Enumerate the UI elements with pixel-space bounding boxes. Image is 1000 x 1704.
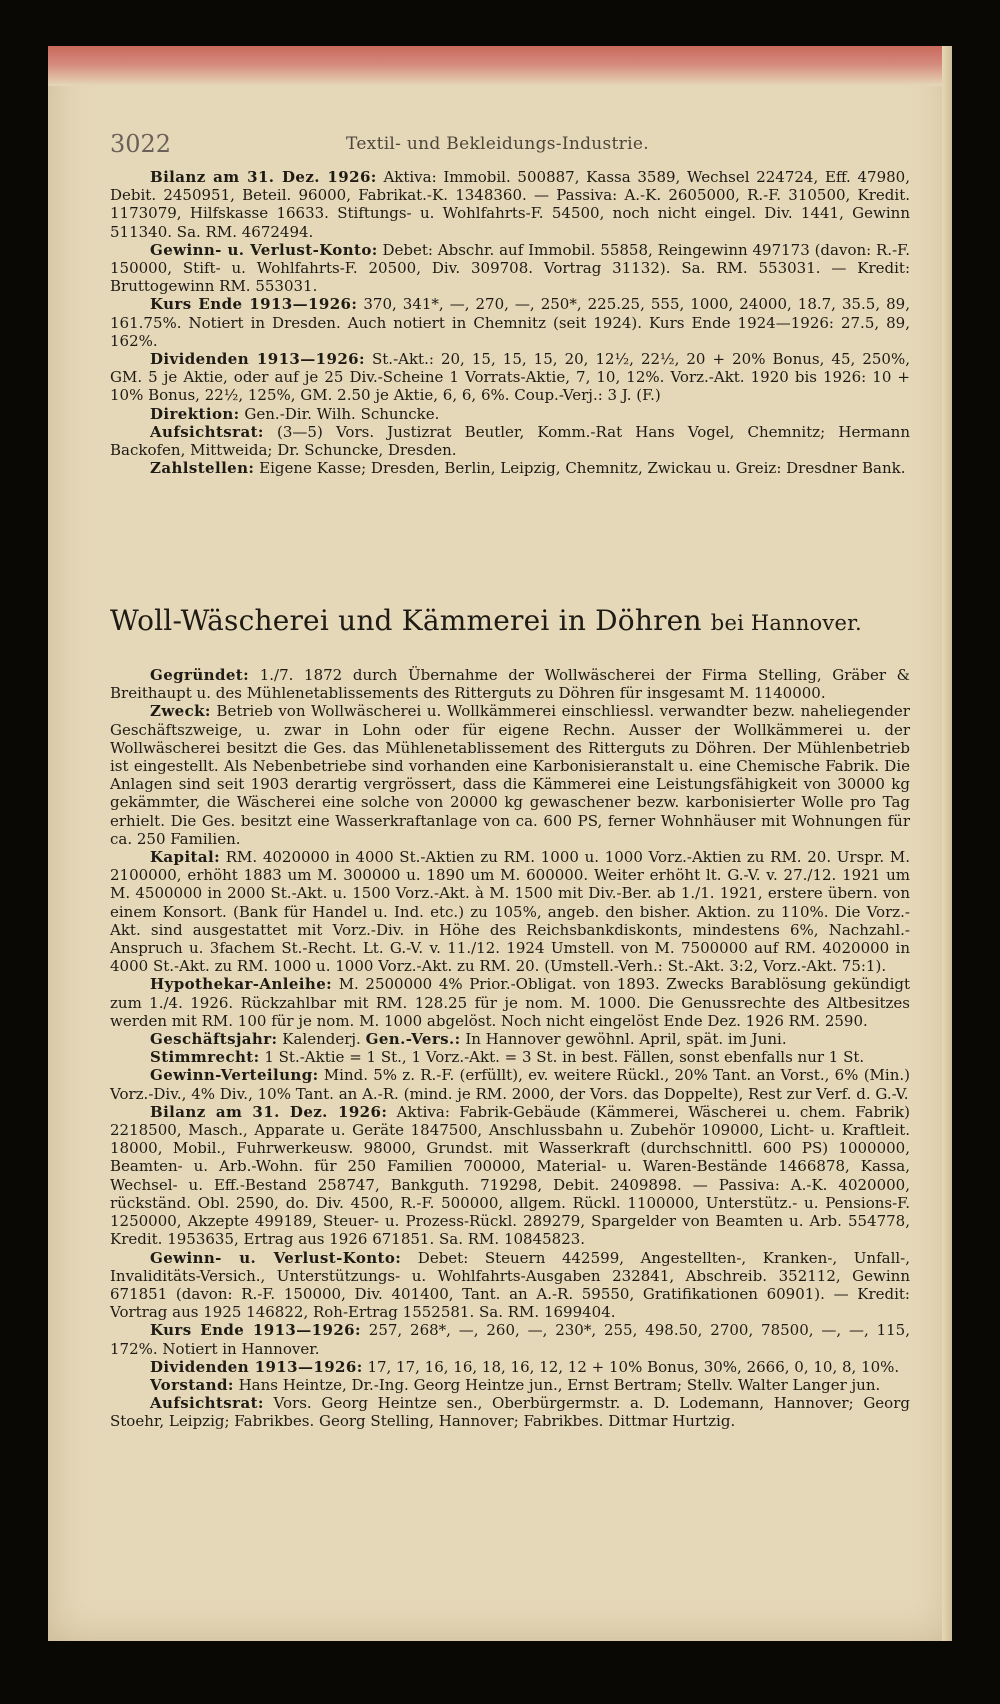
entry-paragraph bbox=[110, 1321, 910, 1357]
entry-text: St.-Akt.: 20, 15, 15, 15, 20, 12½, 22½, 20 + 20% Bonus, 45, 250%, GM. 5 je Aktie, oder auf je 25 Div.-Scheine 1 Vorrats-Aktie, 7, 10, 12%. Vorz.-Akt. 1920 bis 1926: 10 + 10% Bonus, 22½, 125%, GM. 2.50 je Aktie, 6, 6, 6%. Coup.-Verj.: 3 J. (F.) bbox=[110, 350, 910, 405]
entry-paragraph bbox=[110, 1066, 910, 1102]
entry-text: Debet: Abschr. auf Immobil. 55858, Reingewinn 497173 (davon: R.-F. 150000, Stift- u. Wohlfahrts-F. 20500, Div. 309708. Vortrag 31132). Sa. RM. 553031. — Kredit: Bruttogewinn RM. 553031. bbox=[110, 240, 910, 296]
entry-text: Betrieb von Wollwäscherei u. Wollkämmerei einschliessl. verwandter bezw. naheliegender Geschäftszweige, u. zwar in Lohn oder für eigene Rechn. Ausser der Wollkämmerei u. der Wollwäscherei besitzt die Ges. das Mühlenetablissement des Ritterguts zu Döhren. Der Mühlenbetrieb ist eingestellt. Als Nebenbetriebe sind vorhanden eine Karbonisieranstalt u. eine Chemische Fabrik. Die Anlagen sind seit 1903 derartig vergrössert, dass die Kämmerei eine Leistungsfähigkeit von 30000 kg gekämmter, die Wäscherei eine solche von 20000 kg gewaschener bezw. karbonisierter Wolle pro Tag erhielt. Die Ges. besitzt eine Wasserkraftanlage von ca. 600 PS, ferner Wohnhäuser mit Wohnungen für ca. 250 Familien. bbox=[110, 702, 910, 848]
entry-paragraph bbox=[110, 975, 910, 1030]
entry-text: Aktiva: Fabrik-Gebäude (Kämmerei, Wäscherei u. chem. Fabrik) 2218500, Masch., Apparate u. Geräte 1847500, Anschlussbahn u. Zubehör 109000, Licht- u. Kraftleit. 18000, Mobil., Fuhrwerkeusw. 98000, Grundst. mit Wasserkraft (durchschnittl. 600 PS) 1000000, Beamten- u. Arb.-Wohn. für 250 Familien 700000, Material- u. Waren-Bestände 1466878, Kassa, Wechsel- u. Eff.-Bestand 258747, Bankguth. 719298, Debit. 2409898. — Passiva: A.-K. 4020000, rückständ. Obl. 2590, do. Div. 4500, R.-F. 500000, allgem. Rückl. 1100000, Unterstütz.- u. Pensions-F. 1250000, Akzepte 499189, Steuer- u. Prozess-Rückl. 289279, Spargelder von Beamten u. Arb. 554778, Kredit. 1953635, Ertrag aus 1926 671851. Sa. RM. 10845823. bbox=[110, 1102, 910, 1249]
entry-label: Gegründet: bbox=[150, 666, 250, 684]
entry-paragraph bbox=[110, 1030, 910, 1048]
entry-label: Zweck: bbox=[150, 702, 211, 721]
entry-label: Gen.-Vers.: bbox=[365, 1030, 461, 1049]
entry-text: 1 St.-Aktie = 1 St., 1 Vorz.-Akt. = 3 St. in best. Fällen, sonst ebenfalls nur 1 St. bbox=[264, 1048, 865, 1067]
entry-paragraph bbox=[110, 423, 910, 459]
entry-paragraph bbox=[110, 848, 910, 975]
entry-label: Bilanz am 31. Dez. 1926: bbox=[150, 1102, 388, 1121]
entry-label: Gewinn-Verteilung: bbox=[150, 1066, 319, 1085]
entry-paragraph bbox=[110, 1376, 910, 1394]
company-title bbox=[110, 604, 930, 637]
running-title: Textil- und Bekleidungs-Industrie. bbox=[346, 134, 649, 154]
entry-text: Eigene Kasse; Dresden, Berlin, Leipzig, Chemnitz, Zwickau u. Greiz: Dresdner Bank. bbox=[259, 459, 906, 478]
entry-label: Gewinn- u. Verlust-Konto: bbox=[150, 240, 378, 259]
entry-text: In Hannover gewöhnl. April, spät. im Juni. bbox=[465, 1030, 787, 1049]
entry-label: Bilanz am 31. Dez. 1926: bbox=[150, 168, 377, 186]
entry-label: Aufsichtsrat: bbox=[150, 1394, 264, 1413]
entry-paragraph bbox=[110, 405, 910, 423]
entry-label: Kapital: bbox=[150, 848, 221, 867]
page-right-edge bbox=[942, 46, 952, 1641]
entry-text: 370, 341*, —, 270, —, 250*, 225.25, 555, 1000, 24000, 18.7, 35.5, 89, 161.75%. Notiert in Dresden. Auch notiert in Chemnitz (seit 1924). Kurs Ende 1924—1926: 27.5, 89, 162%. bbox=[110, 295, 910, 350]
entry-paragraph bbox=[110, 168, 910, 241]
entry-label: Direktion: bbox=[150, 404, 240, 423]
entry-label: Stimmrecht: bbox=[150, 1048, 260, 1067]
entry-text: 17, 17, 16, 16, 18, 16, 12, 12 + 10% Bonus, 30%, 2666, 0, 10, 8, 10%. bbox=[367, 1357, 900, 1376]
entry-paragraph bbox=[110, 666, 910, 702]
entry-paragraph bbox=[110, 459, 910, 477]
entry-label: Dividenden 1913—1926: bbox=[150, 1357, 363, 1376]
entry-text: M. 2500000 4% Prior.-Obligat. von 1893. Zwecks Barablösung gekündigt zum 1./4. 1926. Rückzahlbar mit RM. 128.25 für je nom. M. 1000. Die Genussrechte des Altbesitzes werden mit RM. 100 für je nom. M. 1000 abgelöst. Noch nicht eingelöst Ende Dez. 1926 RM. 2590. bbox=[110, 975, 910, 1030]
company-entry-previous bbox=[110, 168, 910, 477]
page-header bbox=[110, 126, 910, 162]
entry-paragraph bbox=[110, 295, 910, 350]
entry-text: 1./7. 1872 durch Übernahme der Wollwäscherei der Firma Stelling, Gräber & Breithaupt u. des Mühlenetablissements des Ritterguts zu Döhren für insgesamt M. 1140000. bbox=[110, 666, 910, 703]
entry-paragraph bbox=[110, 350, 910, 405]
entry-text: Aktiva: Immobil. 500887, Kassa 3589, Wechsel 224724, Eff. 47980, Debit. 2450951, Beteil. 96000, Fabrikat.-K. 1348360. — Passiva: A.-K. 2605000, R.-F. 310500, Kredit. 1173079, Hilfskasse 16633. Stiftungs- u. Wohlfahrts-F. 54500, noch nicht eingel. Div. 1441, Gewinn 511340. Sa. RM. 4672494. bbox=[110, 168, 910, 241]
company-location: bei Hannover. bbox=[710, 611, 862, 635]
entry-text: Gen.-Dir. Wilh. Schuncke. bbox=[244, 404, 440, 423]
entry-text: 257, 268*, —, 260, —, 230*, 255, 498.50, 2700, 78500, —, —, 115, 172%. Notiert in Hannover. bbox=[110, 1321, 910, 1358]
entry-label: Dividenden 1913—1926: bbox=[150, 350, 365, 369]
entry-label: Vorstand: bbox=[150, 1375, 234, 1394]
entry-text: Vors. Georg Heintze sen., Oberbürgermstr. a. D. Lodemann, Hannover; Georg Stoehr, Leipzig; Fabrikbes. Georg Stelling, Hannover; Fabrikbes. Dittmar Hurtzig. bbox=[110, 1394, 910, 1431]
entry-text: Debet: Steuern 442599, Angestellten-, Kranken-, Unfall-, Invaliditäts-Versich., Unterstützungs- u. Wohlfahrts-Ausgaben 232841, Abschreib. 352112, Gewinn 671851 (davon: R.-F. 150000, Div. 401400, Tant. an A.-R. 59550, Gratifikationen 60901). — Kredit: Vortrag aus 1925 146822, Roh-Ertrag 1552581. Sa. RM. 1699404. bbox=[110, 1248, 910, 1322]
entry-label: Aufsichtsrat: bbox=[150, 422, 264, 441]
entry-text: Mind. 5% z. R.-F. (erfüllt), ev. weitere Rückl., 20% Tant. an Vorst., 6% (Min.) Vorz.-Div., 4% Div., 10% Tant. an A.-R. (mind. je RM. 2000, der Vors. das Doppelte), Rest zur Verf. d. G.-V. bbox=[110, 1066, 910, 1103]
entry-paragraph bbox=[110, 1394, 910, 1430]
entry-paragraph bbox=[110, 1103, 910, 1249]
page-number: 3022 bbox=[110, 130, 172, 158]
entry-paragraph bbox=[110, 241, 910, 296]
entry-text: (3—5) Vors. Justizrat Beutler, Komm.-Rat Hans Vogel, Chemnitz; Hermann Backofen, Mittweida; Dr. Schuncke, Dresden. bbox=[110, 422, 910, 460]
company-entry-main bbox=[110, 666, 910, 1431]
entry-label: Hypothekar-Anleihe: bbox=[150, 975, 333, 994]
entry-paragraph bbox=[110, 702, 910, 848]
book-page bbox=[48, 46, 952, 1641]
entry-text: Hans Heintze, Dr.-Ing. Georg Heintze jun., Ernst Bertram; Stellv. Walter Langer jun. bbox=[238, 1375, 881, 1394]
page-top-edge bbox=[48, 46, 952, 86]
entry-label: Gewinn- u. Verlust-Konto: bbox=[150, 1248, 402, 1267]
entry-text: Kalenderj. bbox=[282, 1030, 361, 1049]
entry-label: Kurs Ende 1913—1926: bbox=[150, 1321, 361, 1340]
entry-paragraph bbox=[110, 1358, 910, 1376]
entry-paragraph bbox=[110, 1048, 910, 1066]
entry-label: Zahlstellen: bbox=[150, 459, 255, 478]
entry-label: Kurs Ende 1913—1926: bbox=[150, 295, 358, 314]
entry-text: RM. 4020000 in 4000 St.-Aktien zu RM. 1000 u. 1000 Vorz.-Aktien zu RM. 20. Urspr. M. 2100000, erhöht 1883 um M. 300000 u. 1890 um M. 600000. Weiter erhöht lt. G.-V. v. 27./12. 1921 um M. 4500000 in 2000 St.-Akt. u. 1500 Vorz.-Akt. à M. 1500 mit Div.-Ber. ab 1./1. 1921, erstere übern. von einem Konsort. (Bank für Handel u. Ind. etc.) zu 105%, angeb. den bisher. Aktion. zu 110%. Die Vorz.-Akt. sind ausgestattet mit Vorz.-Div. in Höhe des Reichsbankdiskonts, mindestens 6%, Nachzahl.-Anspruch u. 3fachem St.-Recht. Lt. G.-V. v. 11./12. 1924 Umstell. von M. 7500000 auf RM. 4020000 in 4000 St.-Akt. zu RM. 1000 u. 1000 Vorz.-Akt. zu RM. 20. (Umstell.-Verh.: St.-Akt. 3:2, Vorz.-Akt. 75:1). bbox=[110, 848, 910, 976]
company-name: Woll-Wäscherei und Kämmerei in Döhren bbox=[110, 604, 702, 637]
entry-paragraph bbox=[110, 1249, 910, 1322]
entry-label: Geschäftsjahr: bbox=[150, 1030, 278, 1049]
